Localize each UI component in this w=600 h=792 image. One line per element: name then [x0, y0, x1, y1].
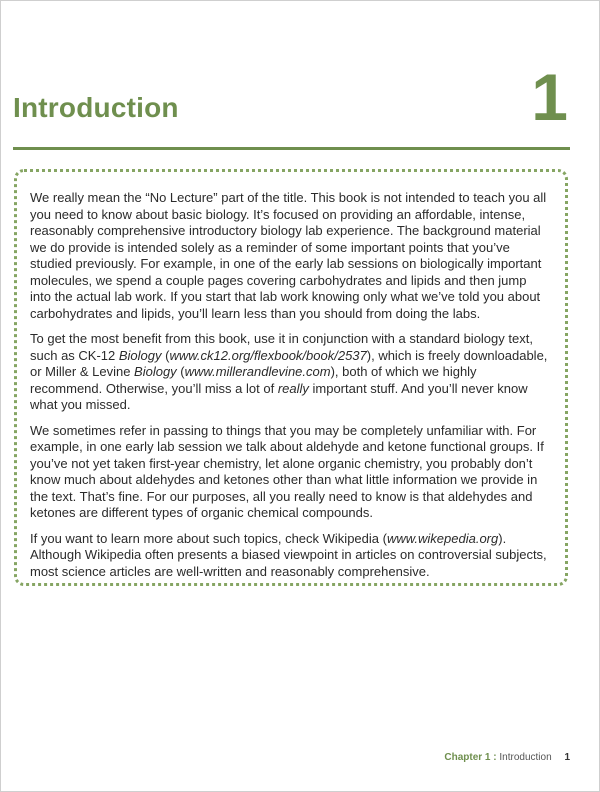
p2-text-3: ), which is freely downloadable, or Miller & Levine	[30, 347, 548, 379]
page-footer	[444, 752, 570, 763]
footer-section: Introduction	[499, 752, 552, 763]
p2-text-1: To get the most benefit from this book, use it in conjunction with a standard biology text, such as CK-12	[30, 331, 533, 363]
footer-chapter-label: Chapter 1 :	[444, 752, 497, 763]
p2-book-title-2: Biology	[134, 364, 177, 379]
p2-emphasis: really	[277, 380, 309, 396]
paragraph-4	[30, 531, 550, 581]
paragraph-1: We really mean the “No Lecture” part of the title. This book is not intended to teach you all you need to know about basic biology. It’s focused on providing an affordable, intense, reasonably comprehensive introductory biology lab experience. The background material we do provide is intended solely as a reminder of some important points that you’ve studied previously. For example, in one of the early lab sessions on biologically important molecules, we spend a couple pages covering carbohydrates and lipids and then jump into the actual lab work. If you start that lab work knowing only what we’ve told you about carbohydrates and lipids, you’ll learn less than you should from doing the labs.	[30, 190, 547, 321]
chapter-title: Introduction	[13, 92, 179, 123]
wikipedia-link[interactable]: www.wikepedia.org	[386, 530, 499, 546]
footer-page-number: 1	[564, 752, 570, 763]
p4-text-2: ). Although Wikipedia often presents a biased viewpoint in articles on controversial subjects, most science articles are well-written and reasonably comprehensive.	[30, 530, 547, 579]
millerandlevine-link[interactable]: www.millerandlevine.com	[184, 364, 331, 379]
p2-text-2: (	[161, 347, 170, 363]
p4-text-1: If you want to learn more about such topics, check Wikipedia (	[30, 530, 387, 546]
callout-body	[30, 190, 550, 589]
title-rule	[13, 147, 570, 150]
p2-text-5: ), both of which we highly recommend. Otherwise, you’ll miss a lot of	[30, 364, 477, 396]
p2-text-4: (	[176, 364, 185, 379]
p2-text-6: important stuff. And you’ll never know what you missed.	[30, 380, 528, 412]
paragraph-2	[30, 331, 550, 414]
ck12-link[interactable]: www.ck12.org/flexbook/book/2537	[169, 347, 367, 363]
chapter-number: 1	[531, 60, 568, 134]
p2-book-title-1: Biology	[118, 347, 162, 363]
paragraph-3: We sometimes refer in passing to things that you may be completely unfamiliar with. For example, in one early lab session we talk about aldehyde and ketone functional groups. If you’ve not yet taken first-year chemistry, let alone organic chemistry, you probably don’t know much about aldehydes and ketones other than what little information we provide in the text. That’s fine. For our purposes, all you really need to know is that aldehydes and ketones are different types of organic chemical compounds.	[30, 422, 544, 520]
